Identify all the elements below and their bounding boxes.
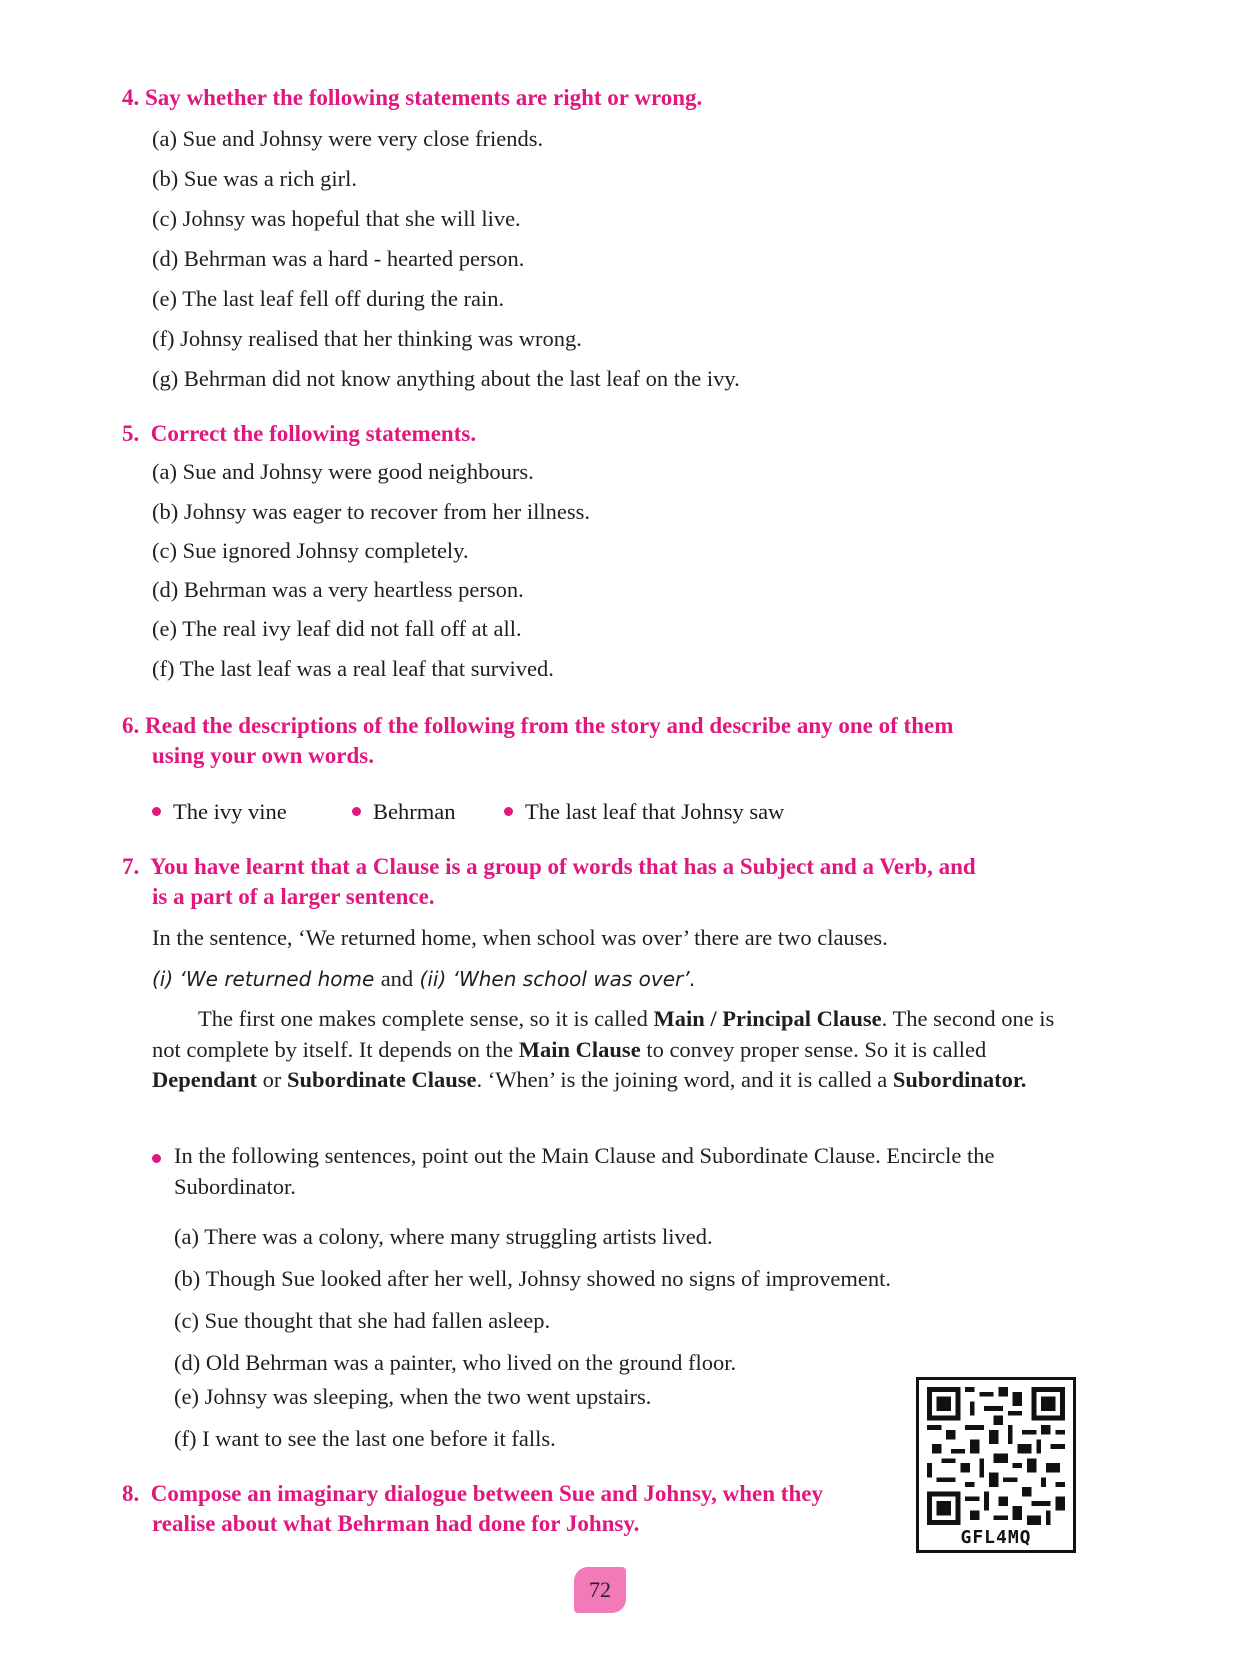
q7-item-f: (f) I want to see the last one before it falls. bbox=[174, 1426, 556, 1451]
q7-heading-line2 bbox=[152, 881, 435, 912]
q7-heading bbox=[122, 851, 976, 882]
q5-item-b: (b) Johnsy was eager to recover from her illness. bbox=[152, 499, 590, 524]
q8-number: 8. bbox=[122, 1481, 140, 1506]
q6-number: 6. bbox=[122, 713, 140, 738]
q7-instruction: In the following sentences, point out the Main Clause and Subordinate Clause. Encircle the Subordinator. bbox=[152, 1141, 1082, 1202]
q6-heading bbox=[122, 710, 953, 741]
q4-item-f: (f) Johnsy realised that her thinking was wrong. bbox=[152, 326, 582, 351]
qr-code-label: GFL4MQ bbox=[960, 1527, 1032, 1548]
q4-item-e: (e) The last leaf fell off during the rain. bbox=[152, 286, 505, 311]
term-subordinator: Subordinator. bbox=[892, 1067, 1027, 1092]
bullet-icon bbox=[152, 1154, 161, 1163]
q7-title-line2: is a part of a larger sentence. bbox=[152, 884, 435, 909]
q5-title: Correct the following statements. bbox=[150, 421, 477, 446]
term-subordinate-clause: Subordinate Clause bbox=[287, 1067, 477, 1092]
q5-heading bbox=[122, 418, 476, 449]
term-dependant: Dependant bbox=[152, 1067, 258, 1092]
q7-title-line1: You have learnt that a Clause is a group of words that has a Subject and a Verb, and bbox=[149, 854, 976, 879]
qr-code-icon bbox=[927, 1387, 1065, 1525]
q7-item-a: (a) There was a colony, where many struggling artists lived. bbox=[174, 1224, 713, 1249]
bullet-icon bbox=[504, 807, 513, 816]
q8-title-line1: Compose an imaginary dialogue between Sue and Johnsy, when they bbox=[150, 1481, 823, 1506]
q7-item-c: (c) Sue thought that she had fallen asleep. bbox=[174, 1308, 551, 1333]
q7-item-e: (e) Johnsy was sleeping, when the two went upstairs. bbox=[174, 1384, 652, 1409]
clause-and: and bbox=[380, 966, 414, 991]
clause-ii: (ii) ‘When school was over’. bbox=[419, 967, 696, 991]
q7-item-b: (b) Though Sue looked after her well, Johnsy showed no signs of improvement. bbox=[174, 1266, 891, 1291]
q8-heading bbox=[122, 1478, 823, 1509]
q5-item-e: (e) The real ivy leaf did not fall off at all. bbox=[152, 616, 522, 641]
q6-title-line2: using your own words. bbox=[152, 743, 374, 768]
q7-example: In the sentence, ‘We returned home, when school was over’ there are two clauses. bbox=[152, 925, 888, 950]
q4-item-d: (d) Behrman was a hard - hearted person. bbox=[152, 246, 525, 271]
q4-number: 4. bbox=[122, 85, 140, 110]
q7-clauses bbox=[152, 964, 696, 994]
q5-item-c: (c) Sue ignored Johnsy completely. bbox=[152, 538, 469, 563]
q8-title-line2: realise about what Behrman had done for Johnsy. bbox=[152, 1511, 640, 1536]
page-number: 72 bbox=[574, 1567, 626, 1613]
qr-code[interactable] bbox=[916, 1377, 1076, 1553]
q6-bullet-item: Behrman bbox=[352, 797, 455, 827]
q5-item-f: (f) The last leaf was a real leaf that survived. bbox=[152, 656, 554, 681]
q6-bullet-item: The last leaf that Johnsy saw bbox=[504, 797, 784, 827]
q5-number: 5. bbox=[122, 421, 140, 446]
q7-item-d: (d) Old Behrman was a painter, who lived on the ground floor. bbox=[174, 1350, 737, 1375]
q4-title: Say whether the following statements are right or wrong. bbox=[145, 85, 703, 110]
q4-item-a: (a) Sue and Johnsy were very close friends. bbox=[152, 126, 544, 151]
q4-item-g: (g) Behrman did not know anything about the last leaf on the ivy. bbox=[152, 366, 740, 391]
q7-number: 7. bbox=[122, 854, 140, 879]
q6-heading-line2 bbox=[152, 740, 374, 771]
clause-i: (i) ‘We returned home bbox=[152, 967, 375, 991]
q5-item-a: (a) Sue and Johnsy were good neighbours. bbox=[152, 459, 534, 484]
bullet-icon bbox=[152, 807, 161, 816]
q8-heading-line2 bbox=[152, 1508, 639, 1539]
q6-title-line1: Read the descriptions of the following from the story and describe any one of them bbox=[145, 713, 954, 738]
term-main-principal-clause: Main / Principal Clause bbox=[653, 1006, 882, 1031]
term-main-clause: Main Clause bbox=[518, 1036, 641, 1062]
q4-item-b: (b) Sue was a rich girl. bbox=[152, 166, 357, 191]
q4-heading bbox=[122, 82, 702, 113]
q5-item-d: (d) Behrman was a very heartless person. bbox=[152, 577, 524, 602]
q6-bullet-item: The ivy vine bbox=[152, 797, 287, 827]
bullet-icon bbox=[352, 807, 361, 816]
q4-item-c: (c) Johnsy was hopeful that she will live. bbox=[152, 206, 521, 231]
q7-explanation: The first one makes complete sense, so it is called Main / Principal Clause. The second one is not complete by itself. It depends on the Main Clause to convey proper sense. So it is called Dependant or Subordinate Clause. ‘When’ is the joining word, and it is called a Subordinator. bbox=[152, 1006, 1055, 1092]
